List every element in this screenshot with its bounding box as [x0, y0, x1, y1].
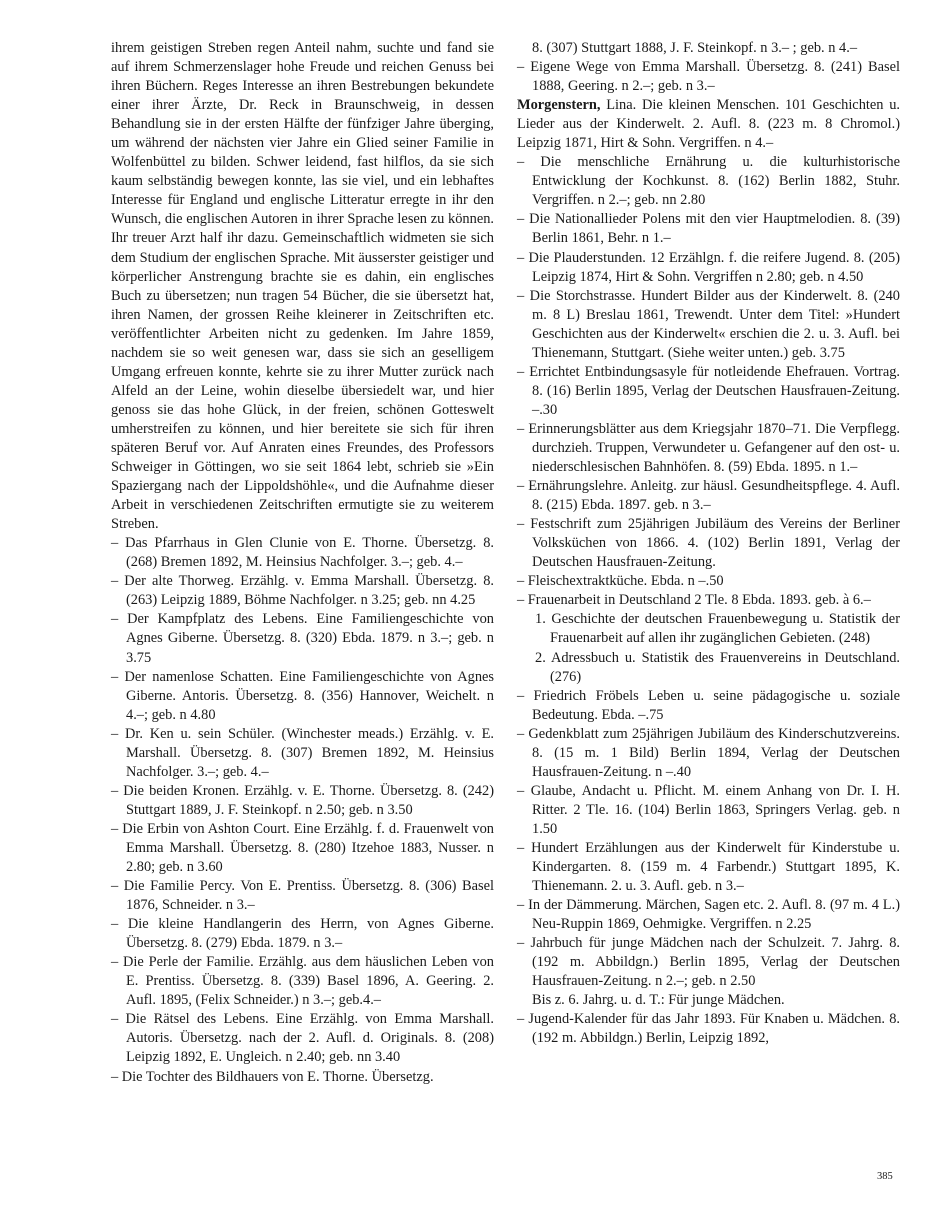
bibliography-entry: – Erinnerungsblätter aus dem Kriegsjahr 1870–71. Die Verpflegg. durchzieh. Truppen, Verwundeter u. Gefangener auf den ost- u. niederschlesischen Bahnhöfen. 8. (59) Ebda. 1895. n 1.–	[517, 420, 900, 476]
biography-paragraph: ihrem geistigen Streben regen Anteil nahm, suchte und fand sie auf ihrem Schmerzenslager hohe Freude und reichen Genuss bei ihren Büchern. Reges Interesse an ihren Bestrebungen bekundete einer ihrer Ärzte, Dr. Reck in Braunschweig, in dessen Behandlung sie in der ersten Hälfte der fünfziger Jahre überging, um während der nächsten vier Jahre ein Glied seiner Familie in Wolfenbüttel zu bilden. Schwer leidend, fast hilflos, da sie sich kaum selbständig bewegen konnte, las sie viel, und ein lebhaftes Interesse für England und englische Litteratur erregte in ihr den Wunsch, die englischen Autoren in ihrer Sprache lesen zu können. Ihr treuer Arzt half ihr dazu. Gemeinschaftlich widmeten sie sich dem Studium der englischen Sprache. Mit äusserster geistiger und körperlicher Anstrengung brachte sie es dahin, ein englisches Buch zu übersetzen; nun tragen 54 Bücher, die sie übersetzt hat, ihren Namen, der grossen Reihe kleinerer in Zeitschriften etc. veröffentlichter Arbeiten nicht zu gedenken. Im Jahre 1859, nachdem sie so weit genesen war, dass sie sich an geselligem Umgang erfreuen konnte, kehrte sie zu ihrer Mutter zurück nach Alfeld an der Leine, wohin dieselbe übersiedelt war, und hier genoss sie das hohe Glück, in der freien, schönen Gotteswelt umherstreifen zu können, und hier bereitete sie sich für ihren späteren Beruf vor. Auf Anraten eines Freundes, des Professors Schweiger in Göttingen, wo sie seit 1864 lebt, schrieb sie »Ein Spaziergang nach der Lippoldshöhle«, und die Aufnahme dieser Arbeit in verschiedenen Zeitschriften ermutigte sie zu weiterem Streben.	[111, 40, 494, 533]
bibliography-entry: – Der Kampfplatz des Lebens. Eine Familiengeschichte von Agnes Giberne. Übersetzg. 8. (320) Ebda. 1879. n 3.–; geb. n 3.75	[111, 611, 494, 666]
bibliography-entry: – Der namenlose Schatten. Eine Familiengeschichte von Agnes Giberne. Antoris. Übersetzg. 8. (356) Hannover, Weichelt. n 4.–; geb. n 4.80	[111, 668, 494, 723]
entry-continuation: 8. (307) Stuttgart 1888, J. F. Steinkopf. n 3.– ; geb. n 4.–	[532, 40, 858, 56]
bibliography-entry: – In der Dämmerung. Märchen, Sagen etc. 2. Aufl. 8. (97 m. 4 L.) Neu-Ruppin 1869, Oehmigke. Vergriffen. n 2.25	[517, 897, 900, 933]
bibliography-entry: – Die Tochter des Bildhauers von E. Thorne. Übersetzg.	[111, 1068, 434, 1085]
bibliography-entry: – Der alte Thorweg. Erzählg. v. Emma Marshall. Übersetzg. 8. (263) Leipzig 1889, Böhme Nachfolger. n 3.25; geb. nn 4.25	[111, 573, 494, 609]
right-column	[517, 39, 900, 1048]
sub-entry: 1. Geschichte der deutschen Frauenbewegung u. Statistik der Frauenarbeit auf allen ihr zugänglichen Gebieten. (248)	[535, 611, 900, 647]
bibliography-entry: – Das Pfarrhaus in Glen Clunie von E. Thorne. Übersetzg. 8. (268) Bremen 1892, M. Heinsius Nachfolger. 3.–; geb. 4.–	[111, 535, 494, 571]
left-column	[111, 39, 494, 1087]
bibliography-entry: – Die Plauderstunden. 12 Erzählgn. f. die reifere Jugend. 8. (205) Leipzig 1874, Hirt & Sohn. Vergriffen n 2.80; geb. n 4.50	[517, 249, 900, 285]
bibliography-entry: – Die Storchstrasse. Hundert Bilder aus der Kinderwelt. 8. (240 m. 8 L) Breslau 1861, Trewendt. Unter dem Titel: »Hundert Geschichten aus der Kinderwelt« erschien die 2. u. 3. Aufl. bei Thienemann, Stuttgart. (Siehe weiter unten.) geb. 3.75	[517, 287, 900, 361]
bibliography-entry: – Die kleine Handlangerin des Herrn, von Agnes Giberne. Übersetzg. 8. (279) Ebda. 1879. n 3.–	[111, 916, 494, 952]
bibliography-entry: – Frauenarbeit in Deutschland 2 Tle. 8 Ebda. 1893. geb. à 6.–	[517, 592, 871, 609]
bibliography-entry: – Gedenkblatt zum 25jährigen Jubiläum des Kinderschutzvereins. 8. (15 m. 1 Bild) Berlin 1894, Verlag der Deutschen Hausfrauen-Zeitung. n –.40	[517, 725, 900, 780]
bibliography-entry: – Friedrich Fröbels Leben u. seine pädagogische u. soziale Bedeutung. Ebda. –.75	[517, 687, 900, 723]
page-number: 385	[877, 1171, 893, 1182]
bibliography-entry: – Die menschliche Ernährung u. die kulturhistorische Entwicklung der Kochkunst. 8. (162) Berlin 1882, Stuhr. Vergriffen. n 2.–; geb. nn 2.80	[517, 154, 900, 209]
author-name: Morgenstern,	[517, 97, 601, 114]
bibliography-entry: – Hundert Erzählungen aus der Kinderwelt für Kinderstube u. Kindergarten. 8. (159 m. 4 Farbendr.) Stuttgart 1895, K. Thienemann. 2. u. 3. Aufl. geb. n 3.–	[517, 839, 900, 895]
author-entry	[517, 96, 900, 153]
bibliography-entry: – Dr. Ken u. sein Schüler. (Winchester meads.) Erzählg. v. E. Marshall. Übersetzg. 8. (307) Bremen 1892, M. Heinsius Nachfolger. 3.–; geb. 4.–	[111, 725, 494, 780]
bibliography-entry: – Errichtet Entbindungsasyle für notleidende Ehefrauen. Vortrag. 8. (16) Berlin 1895, Verlag der Deutschen Hausfrauen-Zeitung. –.30	[517, 363, 900, 418]
bibliography-entry: – Fleischextraktküche. Ebda. n –.50	[517, 573, 724, 590]
bibliography-entry: – Jugend-Kalender für das Jahr 1893. Für Knaben u. Mädchen. 8. (192 m. Abbildgn.) Berlin, Leipzig 1892,	[517, 1011, 900, 1047]
bibliography-entry: – Die Rätsel des Lebens. Eine Erzählg. von Emma Marshall. Autoris. Übersetzg. nach der 2. Aufl. d. Originals. 8. (208) Leipzig 1892, E. Ungleich. n 2.40; geb. nn 3.40	[111, 1011, 494, 1066]
bibliography-entry: – Die beiden Kronen. Erzählg. v. E. Thorne. Übersetzg. 8. (242) Stuttgart 1889, J. F. Steinkopf. n 2.50; geb. n 3.50	[111, 782, 494, 818]
bibliography-entry: – Jahrbuch für junge Mädchen nach der Schulzeit. 7. Jahrg. 8. (192 m. Abbildgn.) Berlin 1895, Verlag der Deutschen Hausfrauen-Zeitung. n 2.–; geb. n 2.50	[517, 935, 900, 990]
bibliography-entry: – Die Erbin von Ashton Court. Eine Erzählg. f. d. Frauenwelt von Emma Marshall. Übersetzg. 8. (280) Itzehoe 1883, Nusser. n 2.80; geb. n 3.60	[111, 820, 494, 876]
bibliography-entry: – Eigene Wege von Emma Marshall. Übersetzg. 8. (241) Basel 1888, Geering. n 2.–; geb. n 3.–	[517, 59, 900, 95]
sub-entry: 2. Adressbuch u. Statistik des Frauenvereins in Deutschland. (276)	[535, 649, 900, 685]
bibliography-entry: – Festschrift zum 25jährigen Jubiläum des Vereins der Berliner Volksküchen von 1866. 4. (102) Berlin 1891, Verlag der Deutschen Hausfrauen-Zeitung.	[517, 516, 900, 571]
entry-note: Bis z. 6. Jahrg. u. d. T.: Für junge Mädchen.	[532, 992, 785, 1009]
bibliography-entry: – Die Perle der Familie. Erzählg. aus dem häuslichen Leben von E. Prentiss. Übersetzg. 8. (339) Basel 1896, A. Geering. 2. Aufl. 1895, (Felix Schneider.) n 3.–; geb.4.–	[111, 954, 494, 1009]
bibliography-entry: – Die Nationallieder Polens mit den vier Hauptmelodien. 8. (39) Berlin 1861, Behr. n 1.–	[517, 211, 900, 247]
author-entry-text: Lina. Die kleinen Menschen. 101 Geschichten u. Lieder aus der Kinderwelt. 2. Aufl. 8. (223 m. 8 Chromol.) Leipzig 1871, Hirt & Sohn. Vergriffen. n 4.–	[517, 97, 900, 152]
bibliography-entry: – Die Familie Percy. Von E. Prentiss. Übersetzg. 8. (306) Basel 1876, Schneider. n 3.–	[111, 878, 494, 914]
bibliography-entry: – Ernährungslehre. Anleitg. zur häusl. Gesundheitspflege. 4. Aufl. 8. (215) Ebda. 1897. geb. n 3.–	[517, 478, 900, 514]
bibliography-entry: – Glaube, Andacht u. Pflicht. M. einem Anhang von Dr. I. H. Ritter. 2 Tle. 16. (104) Berlin 1863, Springers Verlag. geb. n 1.50	[517, 782, 900, 837]
